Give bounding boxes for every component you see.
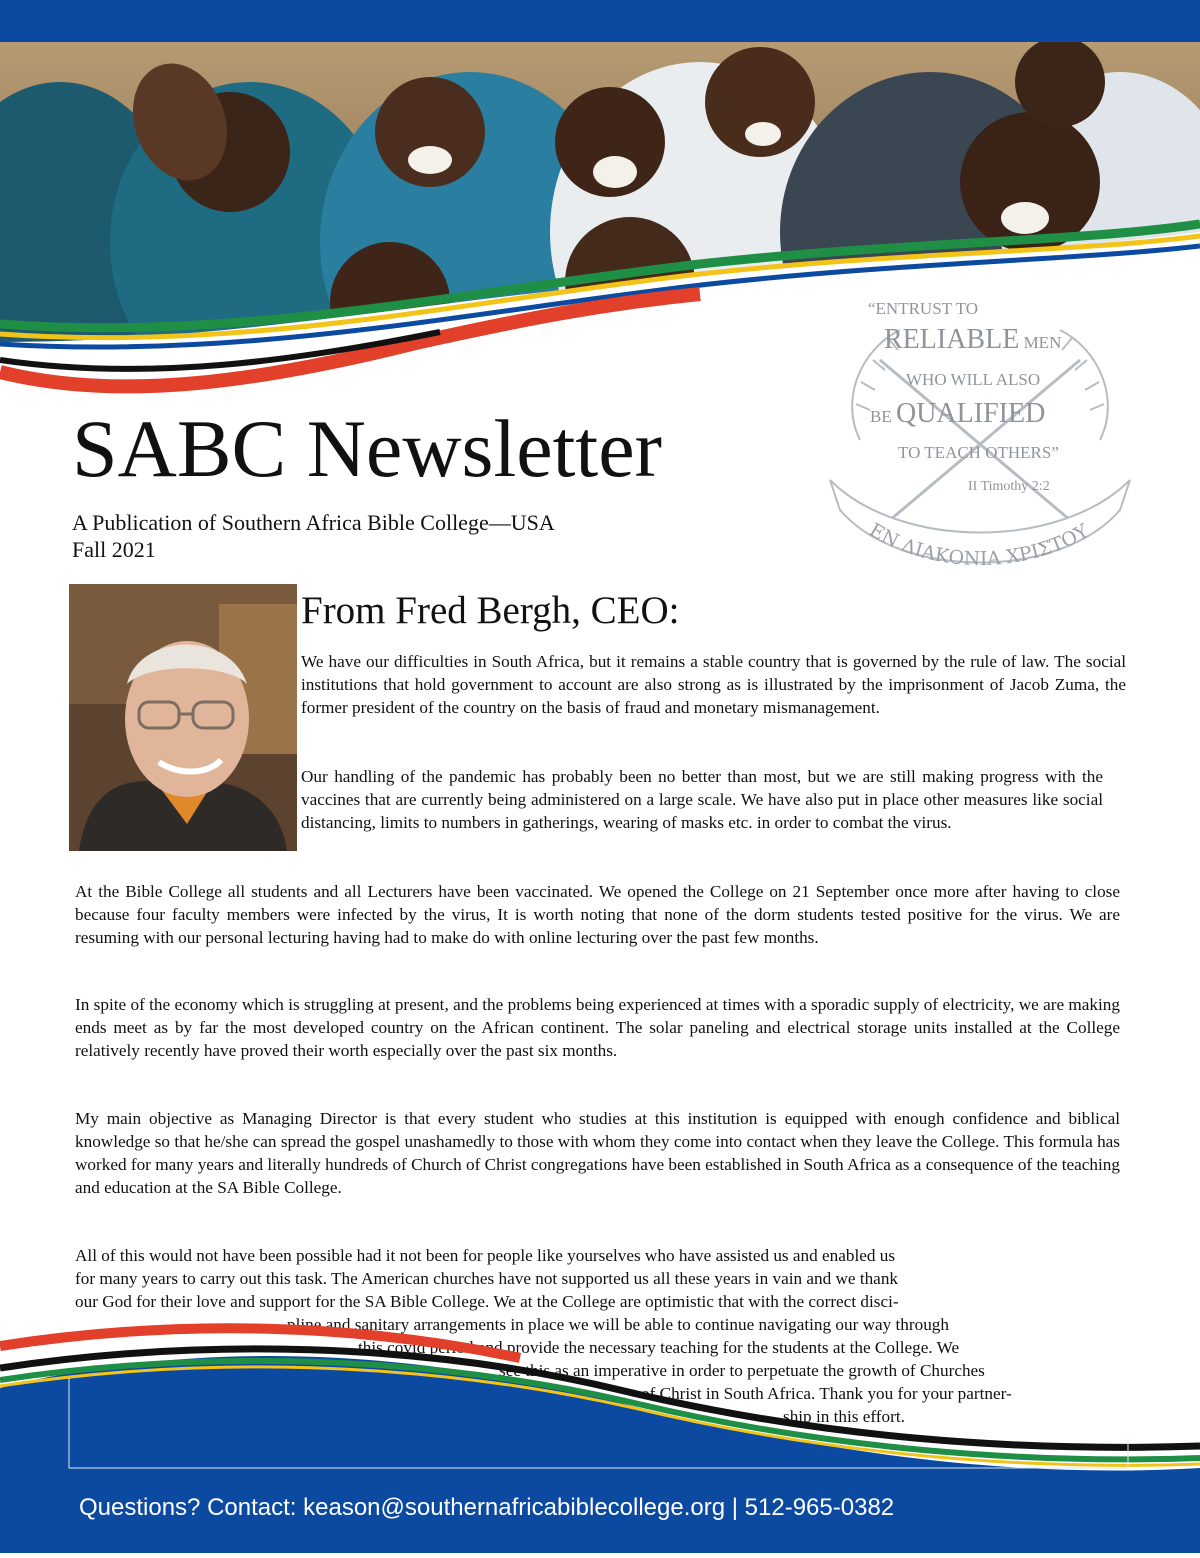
article-paragraph-3: At the Bible College all students and all Lecturers have been vaccinated. We opened the College on 21 September once more after having to close because four faculty members were infected by the virus, It is worth noting that none of the dorm students tested positive for the virus. We are resuming with our personal lecturing having had to make do with online lecturing over the past few months.	[75, 882, 1120, 947]
ceo-portrait	[69, 584, 297, 851]
closing-line: ship in this effort.	[783, 1407, 905, 1426]
contact-email-link[interactable]: keason@southernafricabiblecollege.org	[303, 1494, 726, 1521]
publication-info	[72, 509, 555, 563]
contact-label: Questions? Contact:	[79, 1494, 297, 1521]
article-paragraph-5: My main objective as Managing Director is that every student who studies at this institution is equipped with enough confidence and biblical knowledge so that he/she can spread the gospel unashamedly to those with whom they come into contact when they leave the College. This formula has worked for many years and literally hundreds of Church of Christ congregations have been established in South Africa as a consequence of the teaching and education at the SA Bible College.	[75, 1109, 1120, 1197]
closing-line: our God for their love and support for the SA Bible College. We at the College are optimistic that with the correct disci-	[75, 1292, 899, 1311]
newsletter-title: SABC Newsletter	[72, 403, 662, 494]
motto-banner: ΕΝ ΔΙΑΚΟΝΙΑ ΧΡΙΣΤΟΥ	[865, 518, 1093, 571]
closing-line: for many years to carry out this task. The American churches have not supported us all these years in vain and we thank	[75, 1269, 899, 1288]
issue-date: Fall 2021	[72, 537, 156, 562]
motto-line-5: TO TEACH OTHERS”	[898, 443, 1059, 462]
contact-separator: |	[731, 1494, 738, 1521]
closing-line: of Christ in South Africa. Thank you for your partner-	[641, 1384, 1012, 1403]
top-blue-bar	[0, 0, 1200, 42]
article-paragraph-2: Our handling of the pandemic has probably been no better than most, but we are still making progress with the vaccines that are currently being administered on a large scale. We have also put in place other measures like social distancing, limits to numbers in gatherings, wearing of masks etc. in order to combat the virus.	[301, 767, 1103, 832]
article-paragraph-4: In spite of the economy which is struggling at present, and the problems being experienced at times with a sporadic supply of electricity, we are making ends meet as by far the most developed country on the African continent. The solar paneling and electrical storage units installed at the College relatively recently have proved their worth especially over the past six months.	[75, 995, 1120, 1060]
article-paragraph-1: We have our difficulties in South Africa, but it remains a stable country that is governed by the rule of law. The social institutions that hold government to account are also strong as is illustrated by the imprisonment of Jacob Zuma, the former president of the country on the basis of fraud and monetary mismanagement.	[301, 652, 1126, 717]
contact-phone[interactable]: 512-965-0382	[744, 1494, 895, 1521]
contact-line	[79, 1494, 894, 1522]
closing-line: see this as an imperative in order to perpetuate the growth of Churches	[499, 1361, 985, 1380]
motto-line-4: BE QUALIFIED	[870, 398, 1046, 429]
motto-reference: II Timothy 2:2	[968, 479, 1050, 494]
closing-line: All of this would not have been possible had it not been for people like yourselves who have assisted us and enabled us	[75, 1246, 896, 1265]
closing-line: this covid period and provide the necessary teaching for the students at the College. We	[358, 1338, 960, 1357]
motto-line-2: RELIABLE MEN	[884, 324, 1062, 355]
closing-line: pline and sanitary arrangements in place we will be able to continue navigating our way through	[287, 1315, 949, 1334]
motto-line-3: WHO WILL ALSO	[906, 370, 1041, 389]
article-heading: From Fred Bergh, CEO:	[301, 589, 680, 632]
motto-line-1: “ENTRUST TO	[868, 299, 979, 318]
seal-emblem	[820, 290, 1140, 590]
publication-subtitle: A Publication of Southern Africa Bible College—USA	[72, 510, 555, 535]
